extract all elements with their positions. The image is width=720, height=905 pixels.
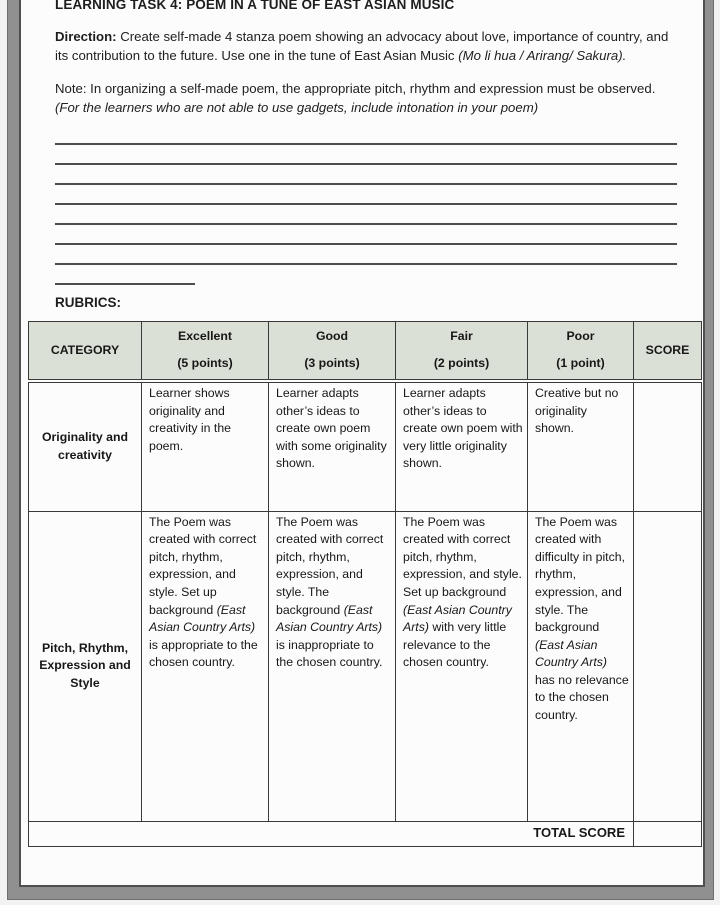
rubric-row-originality [29, 381, 702, 511]
criteria-cell-excellent [142, 381, 269, 511]
header-points: (3 points) [304, 355, 360, 370]
header-label: Fair [450, 329, 473, 344]
criteria-text: Learner adapts other’s ideas to create own poem with some originality shown. [276, 386, 387, 471]
writing-lines [55, 143, 677, 285]
header-cell-fair [396, 321, 528, 381]
direction-italic: (Mo li hua / Arirang/ Sakura). [458, 48, 627, 64]
header-cell-score [634, 321, 702, 381]
writing-line [55, 163, 677, 165]
writing-line [55, 143, 677, 145]
criteria-cell-poor [528, 381, 634, 511]
header-label: Poor [566, 329, 595, 344]
header-label: CATEGORY [50, 342, 120, 357]
header-cell-category [29, 321, 142, 381]
category-cell: Pitch, Rhythm, Expression and Style [29, 511, 142, 821]
criteria-text: The Poem was created with difficulty in pitch, rhythm, expression, and style. The background [535, 514, 625, 635]
criteria-text: with very little relevance to the chosen country. [403, 620, 507, 670]
category-cell: Originality and creativity [29, 381, 142, 511]
writing-line [55, 223, 677, 225]
worksheet-page [19, 0, 705, 887]
criteria-text: Creative but no originality shown. [535, 386, 619, 436]
criteria-cell-fair [396, 511, 528, 821]
direction-paragraph [55, 27, 677, 66]
criteria-cell-good [269, 511, 396, 821]
note-italic: (For the learners who are not able to use gadgets, include intonation in your poem) [55, 100, 539, 116]
criteria-text: Learner shows originality and creativity in the poem. [149, 386, 232, 453]
criteria-italic: (East Asian Country Arts) [149, 602, 256, 635]
total-score-cell [634, 821, 702, 846]
rubrics-heading: RUBRICS: [55, 294, 121, 310]
criteria-cell-fair [396, 381, 528, 511]
note-body: Note: In organizing a self-made poem, the appropriate pitch, rhythm and expression must be observed. [55, 80, 656, 96]
writing-line-short [55, 283, 195, 285]
criteria-text: has no relevance to the chosen country. [535, 672, 629, 722]
score-cell [634, 381, 702, 511]
writing-line [55, 243, 677, 245]
header-label: Excellent [178, 329, 232, 344]
page-title: LEARNING TASK 4: POEM IN A TUNE OF EAST ASIAN MUSIC [55, 0, 455, 12]
header-cell-excellent [142, 321, 269, 381]
header-points: (5 points) [177, 355, 233, 370]
writing-line [55, 263, 677, 265]
criteria-cell-excellent [142, 511, 269, 821]
header-points: (2 points) [433, 355, 490, 370]
page-frame [7, 0, 714, 900]
criteria-italic: (East Asian Country Arts) [276, 602, 383, 635]
criteria-text: The Poem was created with correct pitch, rhythm, expression, and style. Set up background [149, 514, 257, 617]
score-cell [634, 511, 702, 821]
criteria-text: The Poem was created with correct pitch, rhythm, expression, and style. Set up background [403, 514, 522, 599]
criteria-text: is appropriate to the chosen country. [149, 637, 258, 670]
header-label: SCORE [645, 342, 690, 357]
criteria-text: The Poem was created with correct pitch, rhythm, expression, and style. The background [276, 514, 384, 617]
rubric-table [28, 321, 702, 847]
header-points: (1 point) [556, 355, 605, 370]
header-cell-good [269, 321, 396, 381]
header-label: Good [315, 329, 349, 344]
direction-body: Create self-made 4 stanza poem showing an advocacy about love, importance of country, and its contribution to the future. Use one in the tune of East Asian Music [55, 29, 669, 64]
rubric-row-pitch-rhythm [29, 511, 702, 821]
note-paragraph [55, 79, 677, 118]
total-score-label: TOTAL SCORE [29, 821, 634, 846]
direction-label: Direction: [55, 29, 117, 44]
criteria-text: Learner adapts other’s ideas to create own poem with very little originality shown. [403, 386, 523, 471]
writing-line [55, 203, 677, 205]
criteria-text: is inappropriate to the chosen country. [276, 637, 383, 670]
criteria-cell-good [269, 381, 396, 511]
writing-line [55, 183, 677, 185]
criteria-italic: (East Asian Country Arts) [535, 637, 607, 670]
header-cell-poor [528, 321, 634, 381]
criteria-cell-poor [528, 511, 634, 821]
rubric-header-row [29, 321, 702, 381]
criteria-italic: (East Asian Country Arts) [403, 602, 512, 635]
total-score-row [29, 821, 702, 846]
